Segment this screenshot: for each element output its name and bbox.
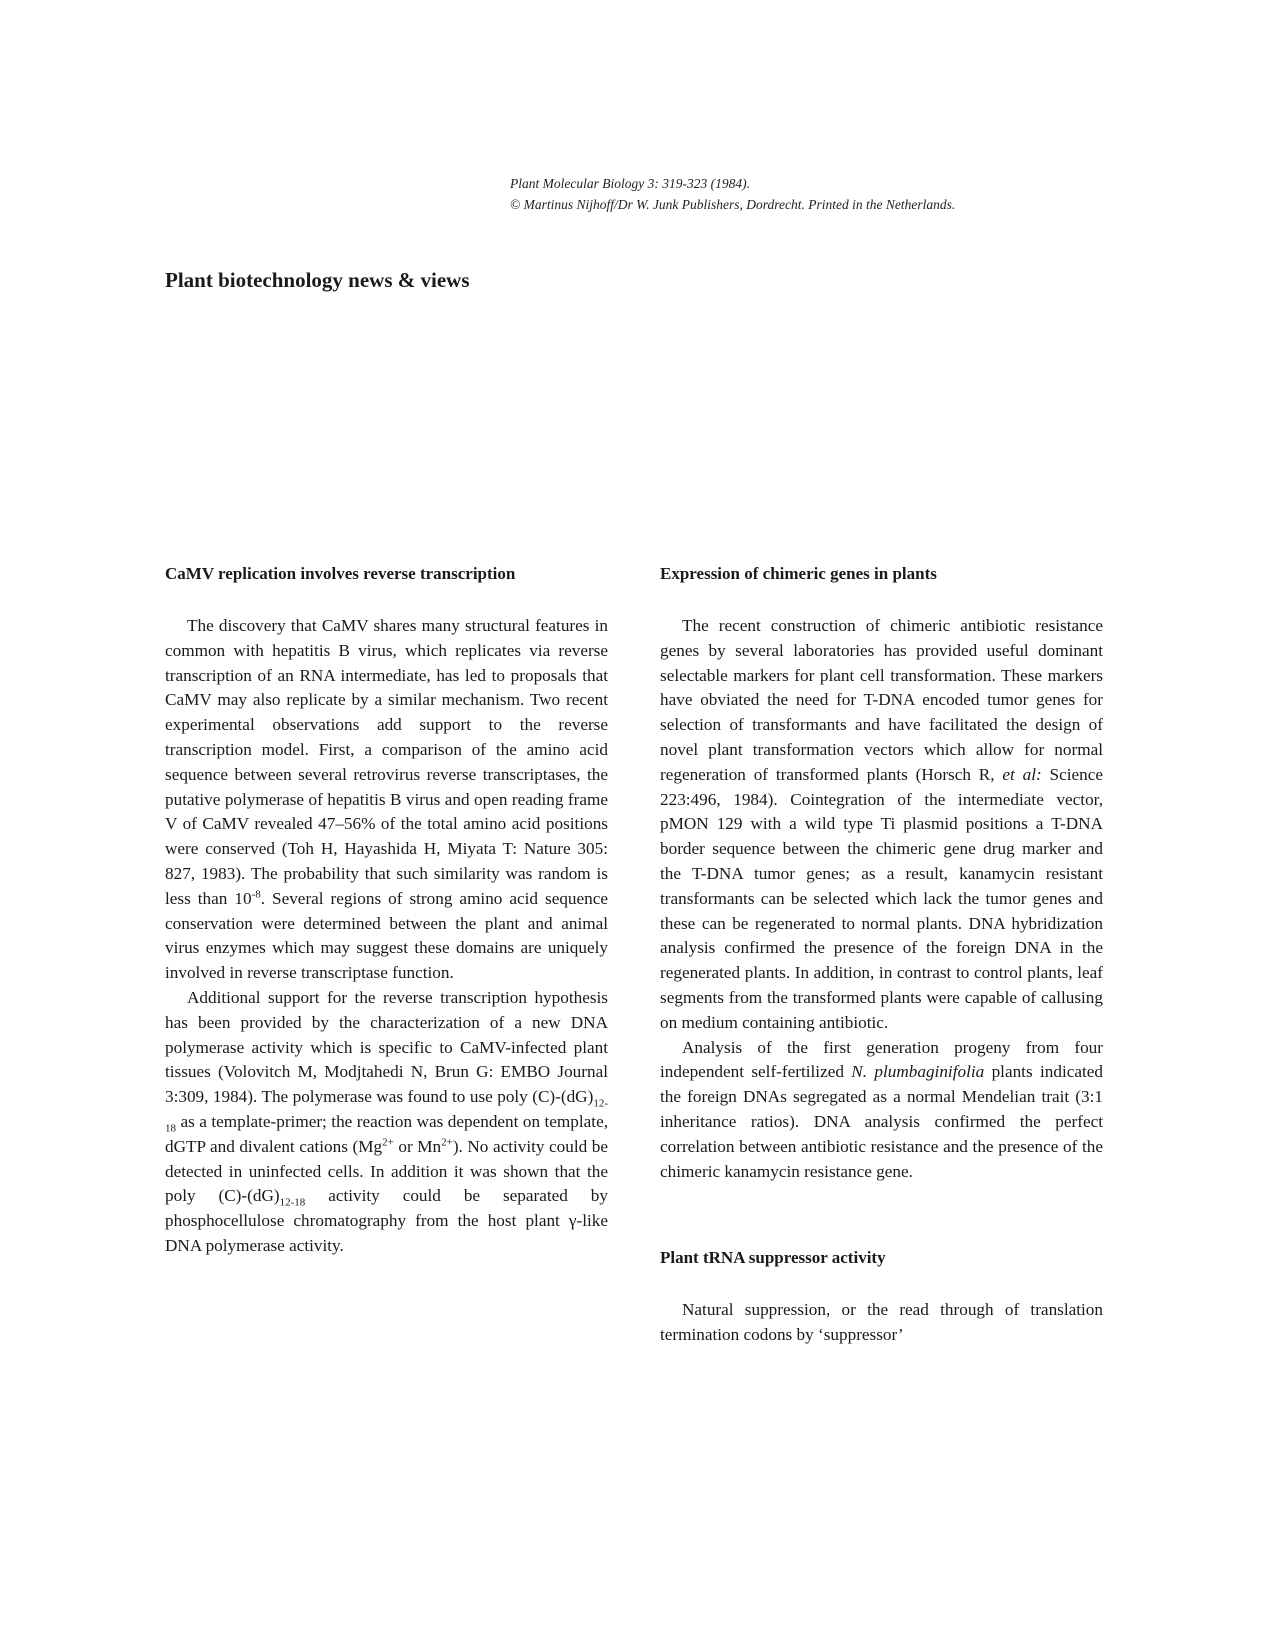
publisher-line: © Martinus Nijhoff/Dr W. Junk Publishers, Dordrecht. Printed in the Netherlands. (510, 197, 956, 212)
camv-paragraph-2: Additional support for the reverse transcription hypothesis has been provided by the characterization of a new DNA polymerase activity which is specific to CaMV-infected plant tissues (Volovitch M, Modjtahedi N, Brun G: EMBO Journal 3:309, 1984). The polymerase was found to use poly $(C)-(dG)_{12-18}$ as a template-primer; the reaction was dependent on template, dGTP and divalent cations ($Mg^{2+}$ or $Mn^{2+}$). No activity could be detected in uninfected cells. In addition it was shown that the poly $(C)-(dG)_{12-18}$ activity could be separated by phosphocellulose chromatography from the host plant γ-like DNA polymerase activity. (165, 987, 609, 1255)
camv-paragraph-1: The discovery that CaMV shares many structural features in common with hepatitis B virus, which replicates via reverse transcription of an RNA intermediate, has led to proposals that CaMV may also replicate by a similar mechanism. Two recent experimental observations add support to the reverse transcription model. First, a comparison of the amino acid sequence between several retrovirus reverse transcriptases, the putative polymerase of hepatitis B virus and open reading frame V of CaMV revealed 47–56% of the total amino acid positions were conserved (Toh H, Hayashida H, Miyata T: Nature 305: 827, 1983). The probability that such similarity was random is less than $10^{-8}$. Several regions of strong amino acid sequence conservation were determined between the plant and animal virus enzymes which may suggest these domains are uniquely involved in reverse transcriptase function. (165, 616, 608, 983)
left-column (165, 562, 608, 1259)
trna-paragraph: Natural suppression, or the read through of translation termination codons by ‘suppressor’ (660, 1300, 1103, 1345)
camv-heading: CaMV replication involves reverse transcription (165, 564, 516, 583)
chimeric-paragraph-1: The recent construction of chimeric antibiotic resistance genes by several laboratories has provided useful dominant selectable markers for plant cell transformation. These markers have obviated the need for T-DNA encoded tumor genes for selection of transformants and have facilitated the design of novel plant transformation vectors which allow for normal regeneration of transformed plants (Horsch R, et al: Science 223:496, 1984). Cointegration of the intermediate vector, pMON 129 with a wild type Ti plasmid positions a T-DNA border sequence between the chimeric gene drug marker and the T-DNA tumor genes; as a result, kanamycin resistant transformants can be selected which lack the tumor genes and these can be regenerated to normal plants. DNA hybridization analysis confirmed the presence of the foreign DNA in the regenerated plants. In addition, in contrast to control plants, leaf segments from the transformed plants were capable of callusing on medium containing antibiotic. (660, 616, 1103, 1032)
trna-heading: Plant tRNA suppressor activity (660, 1248, 886, 1268)
section-title: Plant biotechnology news & views (165, 268, 470, 292)
right-column (660, 562, 1103, 1348)
journal-line: Plant Molecular Biology 3: 319-323 (1984). (510, 176, 750, 191)
journal-citation (510, 173, 955, 215)
chimeric-paragraph-2: Analysis of the first generation progeny from four independent self-fertilized N. plumbaginifolia plants indicated the foreign DNAs segregated as a normal Mendelian trait (3:1 inheritance ratios). DNA analysis confirmed the perfect correlation between antibiotic resistance and the presence of the chimeric kanamycin resistance gene. (660, 1037, 1103, 1181)
chimeric-genes-heading: Expression of chimeric genes in plants (660, 564, 937, 583)
